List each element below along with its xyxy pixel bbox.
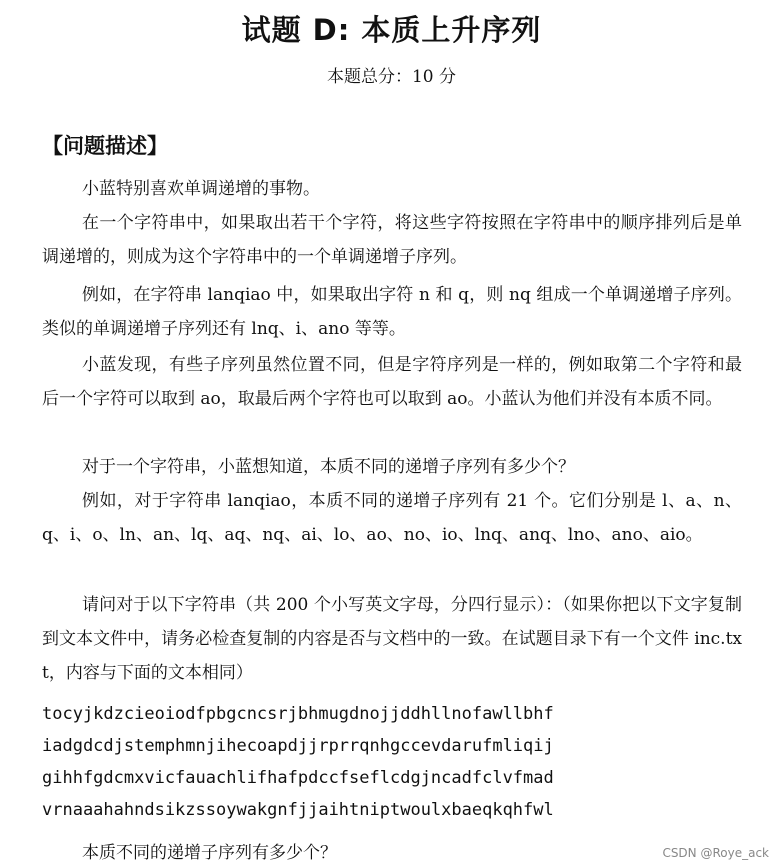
string-line-1: tocyjkdzcieoiodfpbgcncsrjbhmugdnojjddhllnofawllbhf — [42, 704, 554, 724]
string-line-3: gihhfgdcmxvicfauachlifhafpdccfseflcdgjncadfclvfmad — [42, 768, 554, 788]
paragraph-7: 请问对于以下字符串（共 200 个小写英文字母，分四行显示）：（如果你把以下文字复制到文本文件中，请务必检查复制的内容是否与文档中的一致。在试题目录下有一个文件 inc.txt，内容与下面的文本相同） — [42, 595, 742, 683]
paragraph-2: 在一个字符串中，如果取出若干个字符，将这些字符按照在字符串中的顺序排列后是单调递增的，则成为这个字符串中的一个单调递增子序列。 — [42, 213, 742, 267]
page-title: 试题 D: 本质上升序列 — [241, 13, 542, 47]
paragraph-4: 小蓝发现，有些子序列虽然位置不同，但是字符序列是一样的，例如取第二个字符和最后一个字符可以取到 ao，取最后两个字符也可以取到 ao。小蓝认为他们并没有本质不同。 — [42, 355, 742, 409]
string-line-4: vrnaaahahndsikzssoywakgnfjjaihtniptwoulxbaeqkqhfwl — [42, 800, 554, 820]
final-question: 本质不同的递增子序列有多少个？ — [82, 843, 337, 863]
total-score: 本题总分：10 分 — [326, 67, 457, 87]
input-string-block — [42, 698, 554, 826]
paragraph-5: 对于一个字符串，小蓝想知道，本质不同的递增子序列有多少个？ — [82, 457, 575, 477]
paragraph-3: 例如，在字符串 lanqiao 中，如果取出字符 n 和 q，则 nq 组成一个单调递增子序列。类似的单调递增子序列还有 lnq、i、ano 等等。 — [42, 285, 742, 339]
string-line-2: iadgdcdjstemphmnjihecoapdjjrprrqnhgccevdarufmliqij — [42, 736, 554, 756]
section-heading: 【问题描述】 — [42, 134, 168, 158]
paragraph-1: 小蓝特别喜欢单调递增的事物。 — [82, 179, 320, 199]
paragraph-6: 例如，对于字符串 lanqiao，本质不同的递增子序列有 21 个。它们分别是 l、a、n、q、i、o、ln、an、lq、aq、nq、ai、lo、ao、no、io、lnq、anq、lno、ano、aio。 — [42, 491, 742, 545]
csdn-watermark: CSDN @Roye_ack — [662, 846, 769, 860]
